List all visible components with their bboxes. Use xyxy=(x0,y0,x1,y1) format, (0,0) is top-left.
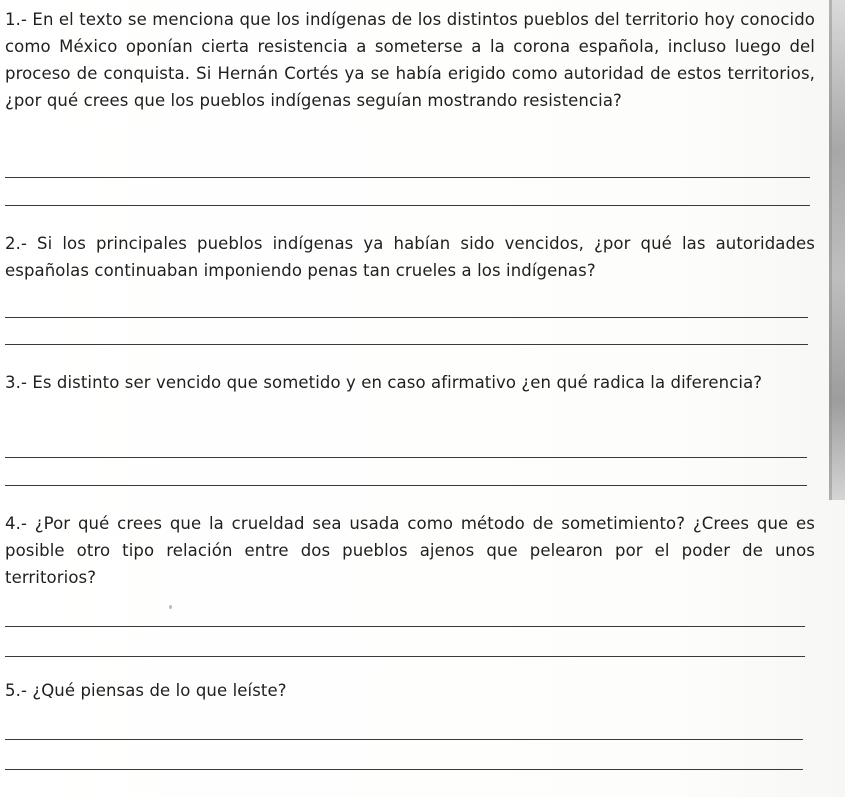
question-2 xyxy=(5,230,815,284)
answer-line[interactable] xyxy=(5,769,803,770)
question-3-text: 3.- Es distinto ser vencido que sometido y en caso afirmativo ¿en qué radica la diferencia? xyxy=(5,373,763,392)
answer-line[interactable] xyxy=(5,457,807,458)
answer-line[interactable] xyxy=(5,205,810,206)
question-5-text: 5.- ¿Qué piensas de lo que leíste? xyxy=(5,681,287,700)
question-5 xyxy=(5,677,815,704)
scan-edge-shadow xyxy=(829,0,845,500)
answer-line[interactable] xyxy=(5,317,808,318)
answer-line[interactable] xyxy=(5,656,805,657)
question-4 xyxy=(5,510,815,591)
answer-line[interactable] xyxy=(5,344,808,345)
question-1-text: 1.- En el texto se menciona que los indígenas de los distintos pueblos del territorio hoy conocido como México oponían cierta resistencia a someterse a la corona española, incluso luego del proceso de conquista. Si Hernán Cortés ya se había erigido como autoridad de estos territorios, ¿por qué crees que los pueblos indígenas seguían mostrando resistencia? xyxy=(5,10,815,110)
question-1 xyxy=(5,6,815,114)
question-4-text: 4.- ¿Por qué crees que la crueldad sea usada como método de sometimiento? ¿Crees que es posible otro tipo relación entre dos pueblos ajenos que pelearon por el poder de unos territorios? xyxy=(5,514,815,587)
answer-line[interactable] xyxy=(5,739,803,740)
question-2-text: 2.- Si los principales pueblos indígenas ya habían sido vencidos, ¿por qué las autoridades españolas continuaban imponiendo penas tan crueles a los indígenas? xyxy=(5,234,815,280)
answer-line[interactable] xyxy=(5,177,810,178)
question-3 xyxy=(5,369,815,396)
ink-speck xyxy=(169,605,172,609)
answer-line[interactable] xyxy=(5,626,805,627)
answer-line[interactable] xyxy=(5,485,807,486)
